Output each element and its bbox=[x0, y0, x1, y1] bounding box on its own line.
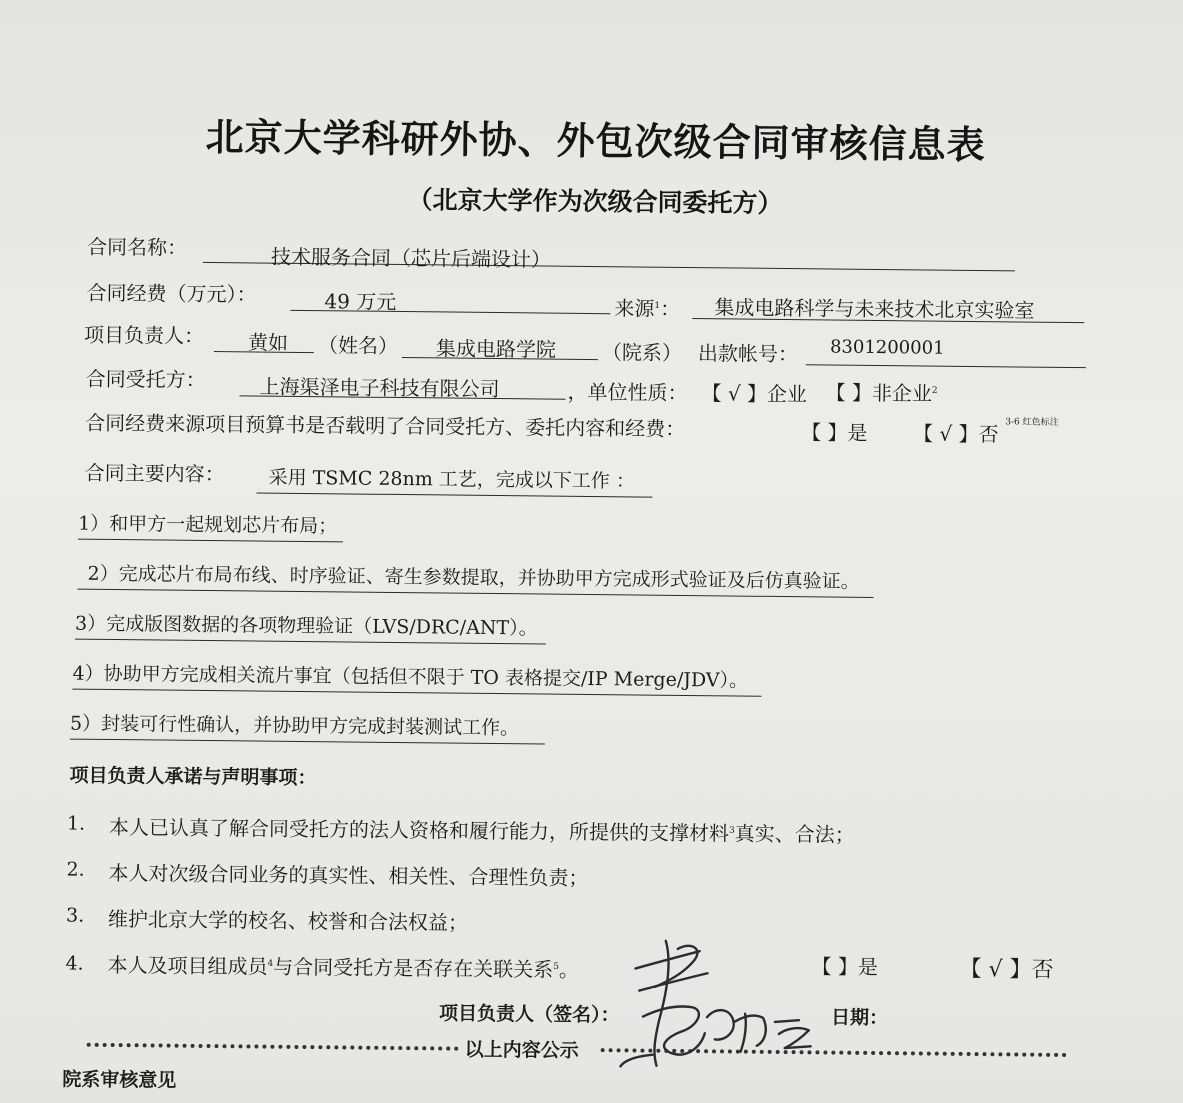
commitments-heading: 项目负责人承诺与声明事项： bbox=[69, 764, 317, 790]
commitment-text-4: 本人及项目组成员$^4$与合同受托方是否存在关联关系$^5$。 bbox=[107, 952, 580, 982]
handwritten-signature bbox=[594, 920, 836, 1073]
pi-name-note: （姓名） bbox=[317, 333, 399, 358]
contractor-value: 上海渠泽电子科技有限公司 bbox=[259, 374, 500, 402]
content-item-4: 4）协助甲方完成相关流片事宜（包括但不限于 TO 表格提交/IP Merge/JDV）。 bbox=[72, 659, 762, 697]
date-label: 日期： bbox=[830, 1006, 889, 1030]
content-item-3: 3）完成版图数据的各项物理验证（LVS/DRC/ANT）。 bbox=[75, 609, 546, 645]
commitment-num-1: 1. bbox=[66, 812, 86, 835]
commitment-num-3: 3. bbox=[65, 904, 85, 927]
document-subtitle: （北京大学作为次级合同委托方） bbox=[407, 185, 783, 218]
budget-question: 合同经费来源项目预算书是否载明了合同受托方、委托内容和经费： bbox=[85, 410, 686, 441]
pi-label: 项目负责人： bbox=[83, 322, 205, 348]
account-label: 出款帐号： bbox=[697, 341, 799, 367]
contract-name-value: 技术服务合同（芯片后端设计） bbox=[270, 244, 552, 272]
unit-type-label: ，单位性质： bbox=[567, 379, 688, 406]
content-item-5: 5）封装可行性确认，并协助甲方完成封装测试工作。 bbox=[70, 709, 545, 745]
signature-label: 项目负责人（签名）： bbox=[438, 1002, 620, 1027]
account-value: 8301200001 bbox=[829, 336, 945, 359]
contract-name-label: 合同名称： bbox=[86, 234, 188, 260]
pi-name: 黄如 bbox=[247, 330, 289, 355]
department-value: 集成电路学院 bbox=[435, 336, 557, 362]
content-intro: 采用 TSMC 28nm 工艺，完成以下工作 ： bbox=[256, 463, 653, 498]
budget-no-checkbox[interactable]: 【 √ 】否 bbox=[913, 421, 999, 447]
budget-note: 3-6 红色标注 bbox=[1005, 417, 1059, 428]
document-title: 北京大学科研外协、外包次级合同审核信息表 bbox=[205, 114, 986, 168]
content-label: 合同主要内容： bbox=[84, 460, 225, 487]
dotted-line-left bbox=[87, 1043, 459, 1051]
related-no-checkbox[interactable]: 【 √ 】否 bbox=[959, 956, 1054, 983]
commitment-num-2: 2. bbox=[66, 858, 85, 881]
fee-label: 合同经费（万元）： bbox=[86, 280, 257, 307]
budget-yes-checkbox[interactable]: 【 】是 bbox=[801, 420, 868, 445]
fee-value: 49 万元 bbox=[324, 289, 397, 314]
content-item-2: 2）完成芯片布局布线、时序验证、寄生参数提取，并协助甲方完成形式验证及后仿真验证。 bbox=[77, 559, 873, 598]
unit-non-enterprise-checkbox[interactable]: 【 】非企业$^2$ bbox=[825, 380, 938, 406]
commitment-text-3: 维护北京大学的校名、校誉和合法权益； bbox=[107, 906, 469, 935]
source-label: 来源$^1$： bbox=[614, 296, 681, 321]
source-value: 集成电路科学与未来技术北京实验室 bbox=[714, 295, 1035, 323]
commitment-text-2: 本人对次级合同业务的真实性、相关性、合理性负责； bbox=[108, 860, 589, 891]
commitment-text-1: 本人已认真了解合同受托方的法人资格和履行能力，所提供的支撑材料$^3$真实、合法； bbox=[108, 814, 855, 847]
content-item-1: 1）和甲方一起规划芯片布局； bbox=[78, 509, 343, 543]
contractor-label: 合同受托方： bbox=[85, 366, 206, 392]
public-notice: 以上内容公示 bbox=[464, 1038, 579, 1062]
unit-enterprise-checkbox[interactable]: 【 √ 】企业 bbox=[701, 381, 808, 407]
bottom-cut-heading: 院系审核意见 bbox=[62, 1068, 177, 1092]
related-yes-checkbox[interactable]: 【 】是 bbox=[811, 954, 879, 980]
department-note: （院系） bbox=[601, 340, 683, 365]
commitment-num-4: 4. bbox=[65, 952, 84, 975]
